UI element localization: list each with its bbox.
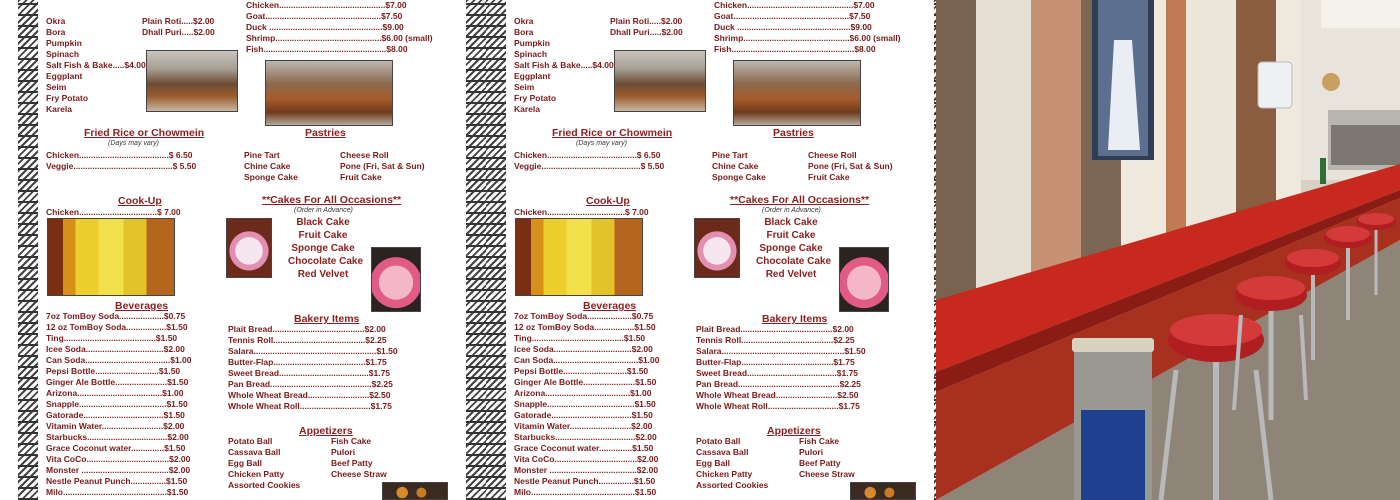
list-item: Eggplant (46, 71, 83, 81)
list-item: Fry Potato (46, 93, 89, 103)
cake-photo (694, 218, 740, 278)
list-item: Pone (Fri, Sat & Sun) (340, 161, 425, 171)
list-item: Veggie..........................................$ 5.50 (46, 161, 197, 171)
roti-list (610, 16, 683, 38)
pastries-col2 (808, 150, 893, 183)
section-title: **Cakes For All Occasions** (730, 194, 870, 206)
list-item: Tennis Roll.......................................$2.25 (696, 335, 855, 345)
list-item: Whole Wheat Bread..........................$2.50 (696, 390, 859, 400)
list-item: Snapple.....................................$1.50 (46, 399, 188, 409)
section-title: Beverages (115, 300, 169, 312)
list-item: Vita CoCo...................................$2.00 (514, 454, 659, 464)
list-item: Chine Cake (712, 161, 759, 171)
list-item: Plait Bread.......................................$2.00 (228, 324, 386, 334)
list-item: Vita CoCo...................................$2.00 (46, 454, 191, 464)
list-item: Starbucks..................................$2.00 (514, 432, 657, 442)
list-item: Fruit Cake (340, 172, 382, 182)
list-item: Dhall Puri.....$2.00 (610, 27, 683, 37)
list-item: Assorted Cookies (228, 480, 301, 490)
list-item: Egg Ball (696, 458, 731, 468)
list-item: Vitamin Water..........................$2.00 (46, 421, 185, 431)
list-item: Ginger Ale Bottle......................$1.50 (46, 377, 189, 387)
beverage-list (514, 311, 660, 498)
list-item: Karela (46, 104, 72, 114)
list-item: Milo............................................$1.50 (46, 487, 189, 497)
pastries-col2 (340, 150, 425, 183)
list-item: Pone (Fri, Sat & Sun) (808, 161, 893, 171)
buffet-photo (614, 50, 706, 112)
hot-food-photo (265, 60, 393, 126)
list-item: Fish Cake (331, 436, 372, 446)
list-item: Pumpkin (46, 38, 82, 48)
section-title: Cook-Up (118, 195, 162, 207)
cake-photo (226, 218, 272, 278)
cookup-list (514, 207, 649, 218)
list-item: Sweet Bread......................................$1.75 (696, 368, 859, 378)
list-item: Chicken.................................$ 7.00 (46, 207, 181, 217)
list-item: Chicken Patty (696, 469, 753, 479)
list-item: Black Cake (296, 217, 350, 228)
list-item: Chicken......................................$ 6.50 (514, 150, 661, 160)
list-item: Dhall Puri.....$2.00 (142, 27, 215, 37)
appetizers-col1 (228, 436, 300, 491)
list-item: Salt Fish & Bake.....$4.00 (514, 60, 614, 70)
meat-list (714, 0, 901, 55)
list-item: Snapple.....................................$1.50 (514, 399, 656, 409)
section-title: Appetizers (299, 425, 353, 437)
cake-photo (839, 247, 889, 312)
section-title: Appetizers (767, 425, 821, 437)
list-item: Butter-Flap.......................................$1.75 (696, 357, 855, 367)
section-title: Beverages (583, 300, 637, 312)
list-item: Pulori (799, 447, 824, 457)
drinks-photo (47, 218, 175, 296)
list-item: Seim (514, 82, 535, 92)
list-item: Veggie..........................................$ 5.50 (514, 161, 665, 171)
list-item: Chicken.................................$ 7.00 (514, 207, 649, 217)
list-item: Can Soda....................................$1.00 (514, 355, 660, 365)
hot-food-photo (733, 60, 861, 126)
list-item: Okra (46, 16, 66, 26)
roti-list (142, 16, 215, 38)
spiral-binding (18, 0, 38, 500)
appetizer-photo (850, 482, 916, 500)
list-item: Pumpkin (514, 38, 550, 48)
menu-page-left (18, 0, 486, 500)
list-item: Icee Soda.................................$2.00 (514, 344, 653, 354)
list-item: 7oz TomBoy Soda...................$0.75 (514, 311, 654, 321)
section-title: Fried Rice or Chowmein (84, 127, 205, 139)
fried-rice-list (46, 150, 196, 172)
section-title: Bakery Items (762, 313, 828, 325)
list-item: Goat.................................................$7.50 (714, 11, 871, 21)
list-item: Ting.......................................$1.50 (46, 333, 178, 343)
list-item: Whole Wheat Roll..............................$1.75 (696, 401, 860, 411)
list-item: Plain Roti.....$2.00 (610, 16, 683, 26)
pastries-col1 (712, 150, 766, 183)
list-item: Monster .....................................$2.00 (46, 465, 191, 475)
list-item: Red Velvet (297, 269, 349, 280)
list-item: Butter-Flap.......................................$1.75 (228, 357, 387, 367)
section-title: Fried Rice or Chowmein (552, 127, 673, 139)
list-item: Fish....................................................$8.00 (714, 44, 876, 54)
list-item: Pulori (331, 447, 356, 457)
list-item: Karela (514, 104, 540, 114)
list-item: Beef Patty (799, 458, 841, 468)
appetizers-col2 (331, 436, 387, 480)
list-item: Chicken.............................................$7.00 (246, 0, 407, 10)
section-note: (Days may vary) (576, 140, 627, 147)
list-item: Plait Bread.......................................$2.00 (696, 324, 854, 334)
list-item: Red Velvet (765, 269, 817, 280)
list-item: Cheese Straw (799, 469, 855, 479)
list-item: Cheese Straw (331, 469, 387, 479)
section-note: (Order in Advance) (294, 207, 353, 214)
list-item: Pine Tart (244, 150, 280, 160)
list-item: Fruit Cake (766, 230, 816, 241)
bakery-list (696, 324, 866, 412)
list-item: Nestle Peanut Punch...............$1.50 (46, 476, 188, 486)
list-item: Vitamin Water..........................$2.00 (514, 421, 653, 431)
list-item: Sweet Bread......................................$1.75 (228, 368, 391, 378)
list-item: Sponge Cake (759, 243, 823, 254)
vegetable-list (514, 16, 614, 115)
cake-photo (371, 247, 421, 312)
list-item: Goat.................................................$7.50 (246, 11, 403, 21)
list-item: Gatorade..................................$1.50 (46, 410, 185, 420)
list-item: Assorted Cookies (696, 480, 769, 490)
list-item: Salara....................................................$1.50 (696, 346, 866, 356)
list-item: 7oz TomBoy Soda...................$0.75 (46, 311, 186, 321)
list-item: Ginger Ale Bottle......................$1.50 (514, 377, 657, 387)
vegetable-list (46, 16, 146, 115)
list-item: Beef Patty (331, 458, 373, 468)
list-item: Whole Wheat Roll..............................$1.75 (228, 401, 392, 411)
list-item: Seim (46, 82, 67, 92)
list-item: Icee Soda.................................$2.00 (46, 344, 185, 354)
list-item: Plain Roti.....$2.00 (142, 16, 215, 26)
meat-list (246, 0, 433, 55)
list-item: Pepsi Bottle...........................$1.50 (514, 366, 649, 376)
list-item: Eggplant (514, 71, 551, 81)
list-item: Arizona....................................$1.00 (46, 388, 184, 398)
list-item: Shrimp.............................................$6.00 (small) (246, 33, 433, 43)
list-item: Ting.......................................$1.50 (514, 333, 646, 343)
list-item: Cheese Roll (340, 150, 389, 160)
list-item: Okra (514, 16, 534, 26)
list-item: Duck ................................................$9.00 (246, 22, 404, 32)
list-item: Gatorade..................................$1.50 (514, 410, 653, 420)
buffet-photo (146, 50, 238, 112)
section-title: Cook-Up (586, 195, 630, 207)
list-item: Arizona....................................$1.00 (514, 388, 652, 398)
spiral-binding (486, 0, 506, 500)
list-item: Cheese Roll (808, 150, 857, 160)
section-note: (Order in Advance) (762, 207, 821, 214)
list-item: Nestle Peanut Punch...............$1.50 (514, 476, 656, 486)
list-item: 12 oz TomBoy Soda.................$1.50 (514, 322, 656, 332)
list-item: Chocolate Cake (288, 256, 364, 267)
list-item: Fry Potato (514, 93, 557, 103)
list-item: Chicken Patty (228, 469, 285, 479)
section-title: Pastries (773, 127, 814, 139)
list-item: Bora (46, 27, 66, 37)
list-item: 12 oz TomBoy Soda.................$1.50 (46, 322, 188, 332)
appetizer-photo (382, 482, 448, 500)
list-item: Potato Ball (228, 436, 273, 446)
list-item: Chicken.............................................$7.00 (714, 0, 875, 10)
appetizers-col1 (696, 436, 768, 491)
list-item: Can Soda....................................$1.00 (46, 355, 192, 365)
cookup-list (46, 207, 181, 218)
section-title: Pastries (305, 127, 346, 139)
cakes-list (288, 216, 364, 281)
menu-page-right (486, 0, 954, 500)
restaurant-counter-photo (936, 0, 1400, 500)
list-item: Pepsi Bottle...........................$1.50 (46, 366, 181, 376)
list-item: Fruit Cake (808, 172, 850, 182)
list-item: Starbucks..................................$2.00 (46, 432, 189, 442)
list-item: Black Cake (764, 217, 818, 228)
beverage-list (46, 311, 192, 498)
list-item: Grace Coconut water..............$1.50 (514, 443, 654, 453)
list-item: Pan Bread...........................................$2.25 (696, 379, 861, 389)
spiral-binding (466, 0, 486, 500)
list-item: Sponge Cake (712, 172, 766, 182)
list-item: Pan Bread...........................................$2.25 (228, 379, 393, 389)
list-item: Monster .....................................$2.00 (514, 465, 659, 475)
list-item: Sponge Cake (244, 172, 298, 182)
drinks-photo (515, 218, 643, 296)
list-item: Cassava Ball (228, 447, 281, 457)
list-item: Milo............................................$1.50 (514, 487, 657, 497)
pastries-col1 (244, 150, 298, 183)
list-item: Fish Cake (799, 436, 840, 446)
list-item: Whole Wheat Bread..........................$2.50 (228, 390, 391, 400)
list-item: Sponge Cake (291, 243, 355, 254)
cakes-list (756, 216, 832, 281)
list-item: Duck ................................................$9.00 (714, 22, 872, 32)
appetizers-col2 (799, 436, 855, 480)
list-item: Grace Coconut water..............$1.50 (46, 443, 186, 453)
section-title: Bakery Items (294, 313, 360, 325)
list-item: Spinach (514, 49, 548, 59)
list-item: Cassava Ball (696, 447, 749, 457)
fried-rice-list (514, 150, 664, 172)
list-item: Chocolate Cake (756, 256, 832, 267)
list-item: Tennis Roll.......................................$2.25 (228, 335, 387, 345)
list-item: Chine Cake (244, 161, 291, 171)
list-item: Pine Tart (712, 150, 748, 160)
list-item: Bora (514, 27, 534, 37)
section-title: **Cakes For All Occasions** (262, 194, 402, 206)
list-item: Chicken......................................$ 6.50 (46, 150, 193, 160)
list-item: Shrimp.............................................$6.00 (small) (714, 33, 901, 43)
list-item: Fish....................................................$8.00 (246, 44, 408, 54)
list-item: Potato Ball (696, 436, 741, 446)
counter-scene (936, 0, 1400, 500)
bakery-list (228, 324, 398, 412)
list-item: Salara....................................................$1.50 (228, 346, 398, 356)
list-item: Salt Fish & Bake.....$4.00 (46, 60, 146, 70)
section-note: (Days may vary) (108, 140, 159, 147)
list-item: Egg Ball (228, 458, 263, 468)
list-item: Fruit Cake (298, 230, 348, 241)
list-item: Spinach (46, 49, 80, 59)
